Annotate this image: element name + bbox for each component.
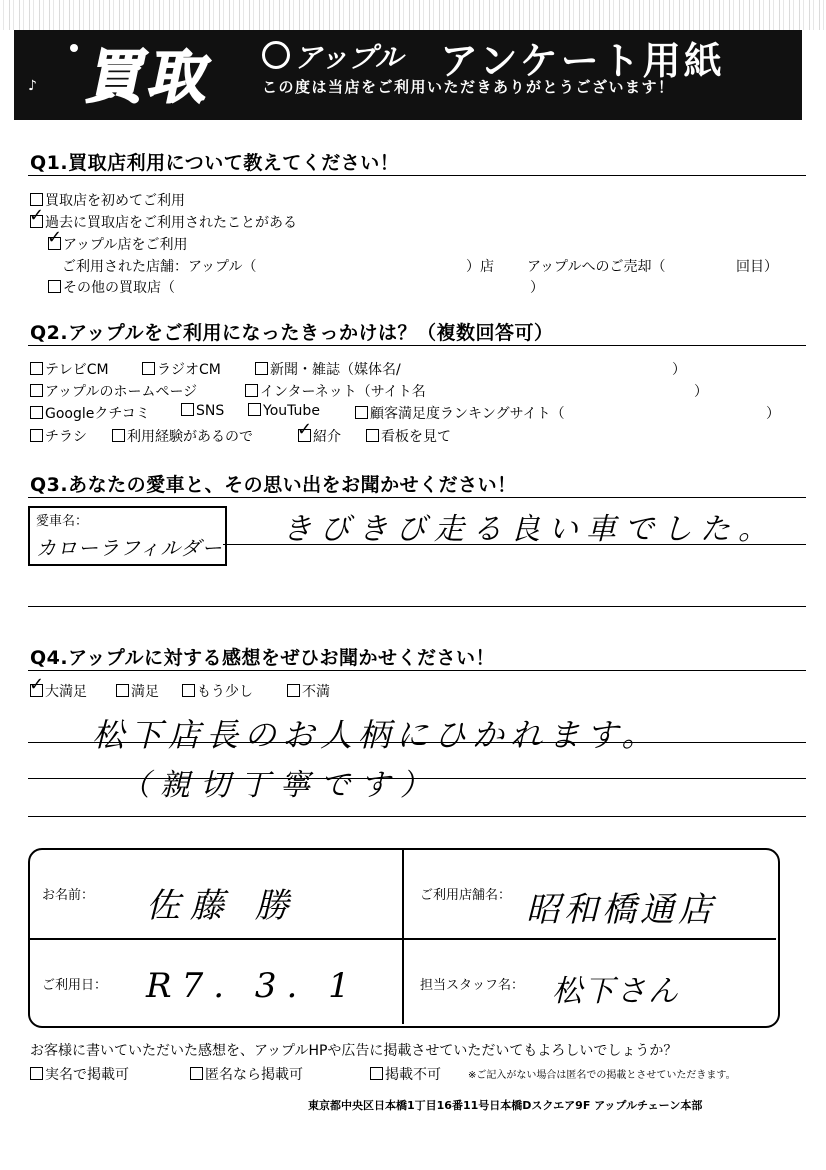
- q2-option-radio[interactable]: [142, 359, 221, 379]
- apple-logo-text: アップル: [294, 41, 403, 74]
- staff-label: 担当スタッフ名：: [420, 978, 525, 993]
- q1-store-label: ご利用された店舗：アップル（: [62, 259, 257, 275]
- q1-count-suffix: 回目）: [736, 259, 778, 275]
- q4-answer-line-1: [28, 742, 806, 743]
- car-name-value[interactable]: カローラフィルダー: [36, 536, 223, 560]
- decoration-dot: [70, 44, 78, 52]
- checkbox[interactable]: [48, 280, 61, 293]
- info-horizontal-divider: [30, 938, 776, 940]
- q2-option-home-label: アップルのホームページ: [45, 384, 198, 400]
- q2-heading: Q2.アップルをご利用になったきっかけは？（複数回答可）: [30, 322, 554, 344]
- q1-option-first-label: 買取店を初めてご利用: [45, 193, 185, 209]
- q2-option-sns-label: SNS: [196, 403, 225, 419]
- publish-option-real-label: 実名で掲載可: [45, 1067, 129, 1083]
- publish-note: ※ご記入がない場合は匿名での掲載とさせていただきます。: [468, 1070, 736, 1081]
- info-vertical-divider: [402, 850, 404, 1024]
- checkbox[interactable]: [30, 406, 43, 419]
- q4-option-bad[interactable]: [287, 681, 330, 701]
- q2-option-ranking[interactable]: [355, 403, 565, 423]
- q1-store-suffix: ）店: [466, 259, 494, 275]
- checkbox-checked[interactable]: [30, 215, 43, 228]
- q2-option-intro-label: 紹介: [313, 429, 341, 445]
- comment-line-2[interactable]: （親切丁寧です）: [120, 768, 440, 803]
- publish-option-anon[interactable]: [190, 1064, 303, 1084]
- q2-option-youtube[interactable]: [248, 403, 320, 419]
- publish-option-real[interactable]: [30, 1064, 129, 1084]
- date-label: ご利用日：: [42, 978, 108, 993]
- q2-option-net-label: インターネット（サイト名: [260, 384, 426, 400]
- apple-logo-mark-icon: [262, 41, 290, 69]
- q1-count-label[interactable]: アップルへのご売却（: [527, 259, 666, 275]
- staff-value[interactable]: 松下さん: [552, 974, 680, 1009]
- q2-option-sns[interactable]: [181, 403, 224, 419]
- q3-heading: Q3.あなたの愛車と、その思い出をお聞かせください！: [30, 474, 517, 496]
- q2-underline: [28, 345, 806, 346]
- q4-underline: [28, 670, 806, 671]
- store-label: ご利用店舗名：: [420, 888, 512, 903]
- date-value[interactable]: R7. 3. 1: [146, 966, 360, 1006]
- publish-option-no[interactable]: [370, 1064, 441, 1084]
- q3-answer-line-1: [223, 544, 806, 545]
- checkbox-checked[interactable]: [30, 684, 43, 697]
- checkbox[interactable]: [255, 362, 268, 375]
- checkbox[interactable]: [370, 1067, 383, 1080]
- checkbox[interactable]: [30, 429, 43, 442]
- q1-option-past-label: 過去に買取店をご利用されたことがある: [45, 215, 297, 231]
- q4-heading: Q4.アップルに対する感想をぜひお聞かせください！: [30, 647, 496, 669]
- publish-option-anon-label: 匿名なら掲載可: [205, 1067, 303, 1083]
- q2-option-ranking-label: 顧客満足度ランキングサイト（: [370, 406, 565, 422]
- q1-option-apple-label: アップル店をご利用: [63, 237, 188, 253]
- q2-option-sign[interactable]: [366, 426, 451, 446]
- q1-option-first[interactable]: [30, 190, 185, 210]
- q1-heading: Q1.買取店利用について教えてください！: [30, 152, 400, 174]
- checkbox[interactable]: [30, 384, 43, 397]
- checkbox[interactable]: [181, 403, 194, 416]
- checkbox[interactable]: [248, 403, 261, 416]
- q4-option-ok[interactable]: [182, 681, 253, 701]
- header-speckle: [0, 0, 826, 30]
- checkbox[interactable]: [355, 406, 368, 419]
- q2-option-radio-label: ラジオCM: [157, 362, 221, 378]
- q4-option-ok-label: もう少し: [197, 684, 253, 700]
- q2-option-news-label: 新聞・雑誌（媒体名/: [270, 362, 401, 378]
- checkbox[interactable]: [182, 684, 195, 697]
- checkbox[interactable]: [190, 1067, 203, 1080]
- publish-question: お客様に書いていただいた感想を、アップルHPや広告に掲載させていただいてもよろしいでしょうか？: [30, 1043, 678, 1059]
- checkbox[interactable]: [287, 684, 300, 697]
- q2-option-youtube-label: YouTube: [263, 403, 320, 419]
- checkbox[interactable]: [142, 362, 155, 375]
- checkbox-checked[interactable]: [298, 429, 311, 442]
- car-memory-text[interactable]: きびきび走る良い車でした。: [282, 512, 776, 547]
- q2-option-news[interactable]: [255, 359, 401, 379]
- q2-option-home[interactable]: [30, 381, 197, 401]
- store-value[interactable]: 昭和橋通店: [526, 890, 716, 930]
- q2-option-tv-label: テレビCM: [45, 362, 109, 378]
- q2-option-net[interactable]: [245, 381, 426, 401]
- q4-answer-line-2: [28, 778, 806, 779]
- q2-option-tv[interactable]: [30, 359, 109, 379]
- q1-other-close: ）: [530, 280, 544, 296]
- comment-line-1[interactable]: 松下店長のお人柄にひかれます。: [92, 716, 660, 754]
- form-subtitle: この度は当店をご利用いただきありがとうございます！: [262, 78, 675, 96]
- q2-option-experience-label: 利用経験があるので: [127, 429, 253, 445]
- checkbox-checked[interactable]: [48, 237, 61, 250]
- q4-option-bad-label: 不満: [302, 684, 330, 700]
- q2-net-close: ）: [694, 384, 708, 400]
- name-label: お名前：: [42, 888, 95, 903]
- checkbox[interactable]: [366, 429, 379, 442]
- form-title: アンケート用紙: [440, 39, 725, 83]
- q2-option-sign-label: 看板を見て: [381, 429, 451, 445]
- q1-store-field[interactable]: [62, 256, 256, 276]
- q3-underline: [28, 497, 806, 498]
- checkbox[interactable]: [30, 1067, 43, 1080]
- q2-option-intro[interactable]: [298, 426, 341, 446]
- q2-news-close: ）: [672, 362, 686, 378]
- music-note-icon: ♪: [28, 78, 37, 94]
- q2-option-flyer[interactable]: [30, 426, 87, 446]
- q4-option-great[interactable]: [30, 681, 87, 701]
- checkbox[interactable]: [245, 384, 258, 397]
- q2-ranking-close: ）: [766, 406, 780, 422]
- apple-logo: [262, 36, 403, 76]
- q1-option-other-label: その他の買取店（: [63, 280, 175, 296]
- q2-option-google-label: Googleクチコミ: [45, 406, 150, 422]
- q2-option-experience[interactable]: [112, 426, 253, 446]
- q2-option-flyer-label: チラシ: [45, 429, 87, 445]
- q2-option-google[interactable]: [30, 403, 150, 423]
- headquarters-address: 東京都中央区日本橋1丁目16番11号日本橋Dスクエア9F アップルチェーン本部: [308, 1099, 703, 1112]
- publish-option-no-label: 掲載不可: [385, 1067, 441, 1083]
- q1-underline: [28, 175, 806, 176]
- q1-option-other[interactable]: [48, 277, 175, 297]
- car-name-label: 愛車名：: [36, 514, 89, 529]
- q4-answer-line-3: [28, 816, 806, 817]
- q4-option-great-label: 大満足: [45, 684, 87, 700]
- q4-option-good-label: 満足: [131, 684, 159, 700]
- kaitori-logo: 買取: [81, 43, 221, 111]
- q1-option-apple[interactable]: [48, 234, 187, 254]
- name-value[interactable]: 佐藤 勝: [146, 886, 299, 926]
- q4-option-good[interactable]: [116, 681, 159, 701]
- checkbox[interactable]: [112, 429, 125, 442]
- q3-answer-line-2: [28, 606, 806, 607]
- checkbox[interactable]: [30, 362, 43, 375]
- q1-option-past[interactable]: [30, 212, 297, 232]
- checkbox[interactable]: [116, 684, 129, 697]
